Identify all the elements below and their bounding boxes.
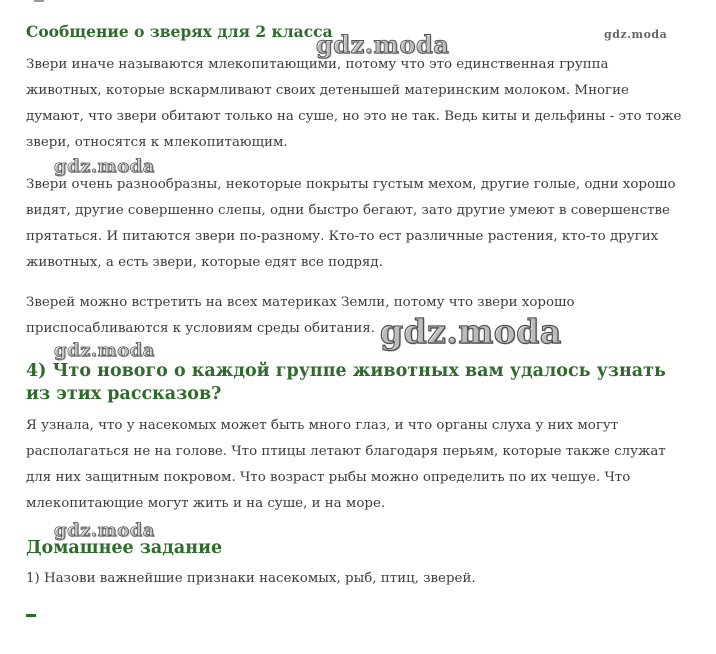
paragraph-mammals-3: Зверей можно встретить на всех материках Земли, потому что звери хорошо приспосабливаются к условиям среды обитания. xyxy=(26,295,575,336)
top-edge-fragment xyxy=(34,0,44,2)
section-heading-question-4: 4) Что нового о каждой группе животных вам удалось узнать из этих рассказов? xyxy=(26,361,666,404)
watermark-corner: gdz.moda xyxy=(604,28,668,41)
watermark: gdz.moda xyxy=(54,520,155,541)
watermark-large: gdz.moda xyxy=(380,312,562,351)
section-heading-mammals: Сообщение о зверях для 2 класса xyxy=(26,22,333,41)
watermark: gdz.moda xyxy=(54,340,155,361)
watermark: gdz.moda xyxy=(316,30,450,59)
paragraph-mammals-1: Звери иначе называются млекопитающими, потому что это единственная группа животных, которые вскармливают своих детенышей материнским молоком. Многие думают, что звери обитают только на суше, но это не так. Ведь киты и дельфины - это тоже звери, относятся к млекопитающим. xyxy=(26,57,682,150)
paragraph-mammals-2: Звери очень разнообразны, некоторые покрыты густым мехом, другие голые, одни хорошо видят, другие совершенно слепы, одни быстро бегают, зато другие умеют в совершенстве прятаться. И питаются звери по-разному. Кто-то ест различные растения, кто-то других животных, а есть звери, которые едят все подряд. xyxy=(26,177,676,270)
watermark: gdz.moda xyxy=(54,156,155,177)
cut-off-heading-fragment xyxy=(26,608,40,617)
paragraph-answer-4: Я узнала, что у насекомых может быть много глаз, и что органы слуха у них могут располагаться не на голове. Что птицы летают благодаря перьям, которые также служат для них защитным покровом. Что возраст рыбы можно определить по их чешуе. Что млекопитающие могут жить и на суше, и на море. xyxy=(26,418,666,511)
paragraph-homework-1: 1) Назови важнейшие признаки насекомых, рыб, птиц, зверей. xyxy=(26,571,476,586)
section-heading-homework: Домашнее задание xyxy=(26,538,223,558)
